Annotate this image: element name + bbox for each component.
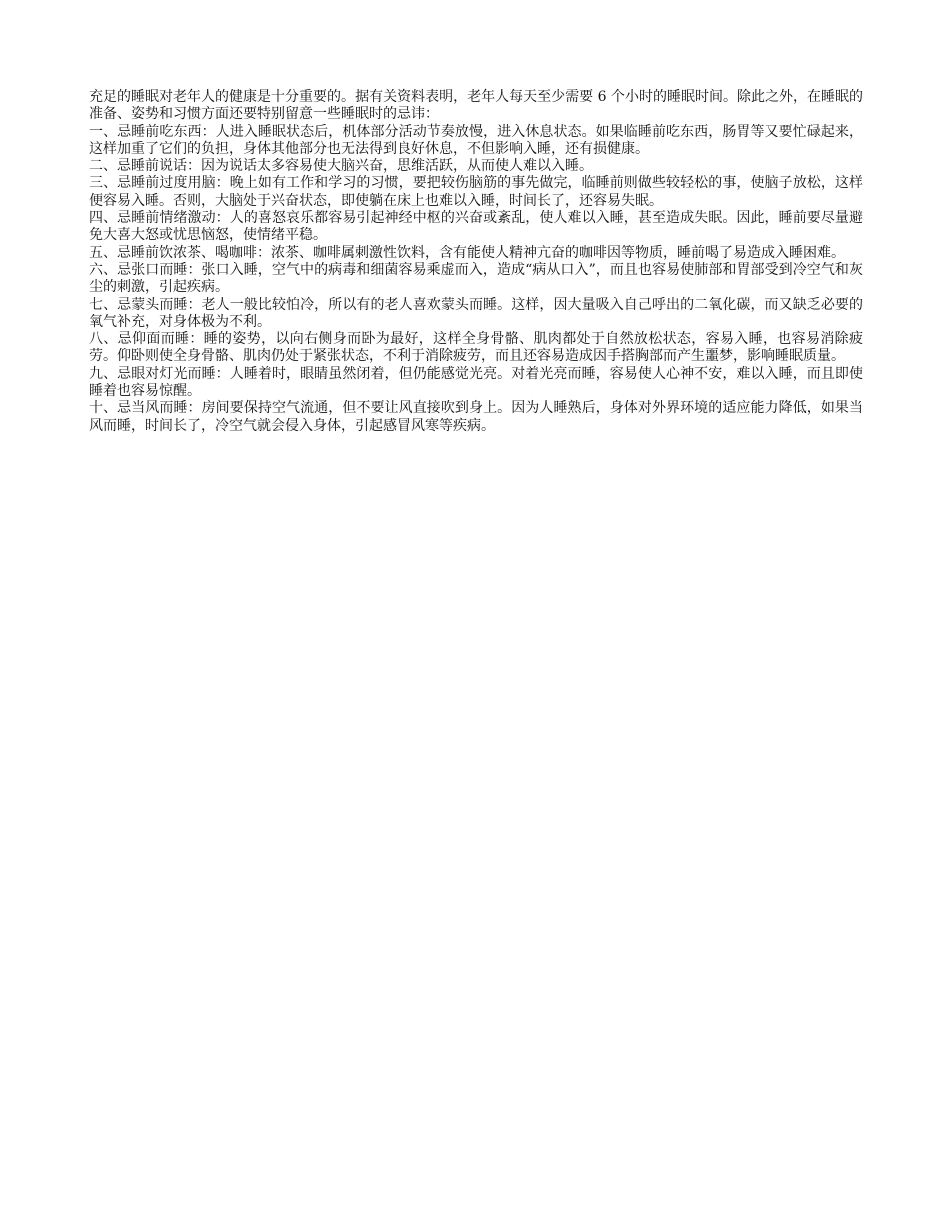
taboo-item-2: 二、忌睡前说话：因为说话太多容易使大脑兴奋，思维活跃，从而使人难以入睡。: [89, 158, 593, 175]
taboo-item-9: 九、忌眼对灯光而睡：人睡着时，眼睛虽然闭着，但仍能感觉光亮。对着光亮而睡，容易使人心神不安，难以入睡，而且即使睡着也容易惊醒。: [89, 365, 863, 400]
taboo-item-10: 十、忌当风而睡：房间要保持空气流通，但不要让风直接吹到身上。因为人睡熟后，身体对外界环境的适应能力降低，如果当风而睡，时间长了，冷空气就会侵入身体，引起感冒风寒等疾病。: [89, 400, 863, 434]
taboo-item-4: 四、忌睡前情绪激动：人的喜怒哀乐都容易引起神经中枢的兴奋或紊乱，使人难以入睡，甚至造成失眠。因此，睡前要尽量避免大喜大怒或忧思恼怒，使情绪平稳。: [89, 210, 863, 244]
taboo-item-8: 八、忌仰面而睡：睡的姿势，以向右侧身而卧为最好，这样全身骨骼、肌肉都处于自然放松状态，容易入睡，也容易消除疲劳。仰卧则使全身骨骼、肌肉仍处于紧张状态，不利于消除疲劳，而且还容易造成因手搭胸部而产生噩梦，影响睡眠质量。: [89, 331, 863, 365]
document-body: [89, 89, 863, 435]
taboo-item-3: 三、忌睡前过度用脑：晚上如有工作和学习的习惯，要把较伤脑筋的事先做完，临睡前则做些较轻松的事，使脑子放松，这样便容易入睡。否则，大脑处于兴奋状态，即使躺在床上也难以入睡，时间长了，还容易失眠。: [89, 175, 863, 209]
taboo-item-1: 一、忌睡前吃东西：人进入睡眠状态后，机体部分活动节奏放慢，进入休息状态。如果临睡前吃东西，肠胃等又要忙碌起来，这样加重了它们的负担，身体其他部分也无法得到良好休息，不但影响入睡，还有损健康。: [89, 123, 863, 157]
intro-paragraph: 充足的睡眠对老年人的健康是十分重要的。据有关资料表明，老年人每天至少需要 6 个小时的睡眠时间。除此之外，在睡眠的准备、姿势和习惯方面还要特别留意一些睡眠时的忌讳：: [89, 89, 863, 123]
taboo-item-6: 六、忌张口而睡：张口入睡，空气中的病毒和细菌容易乘虚而入，造成“病从口入”，而且也容易使肺部和胃部受到冷空气和灰尘的刺激，引起疾病。: [89, 261, 863, 296]
taboo-item-7: 七、忌蒙头而睡：老人一般比较怕冷，所以有的老人喜欢蒙头而睡。这样，因大量吸入自己呼出的二氧化碳，而又缺乏必要的氧气补充，对身体极为不利。: [89, 296, 863, 330]
taboo-item-5: 五、忌睡前饮浓茶、喝咖啡：浓茶、咖啡属刺激性饮料，含有能使人精神亢奋的咖啡因等物质，睡前喝了易造成入睡困难。: [89, 244, 845, 261]
